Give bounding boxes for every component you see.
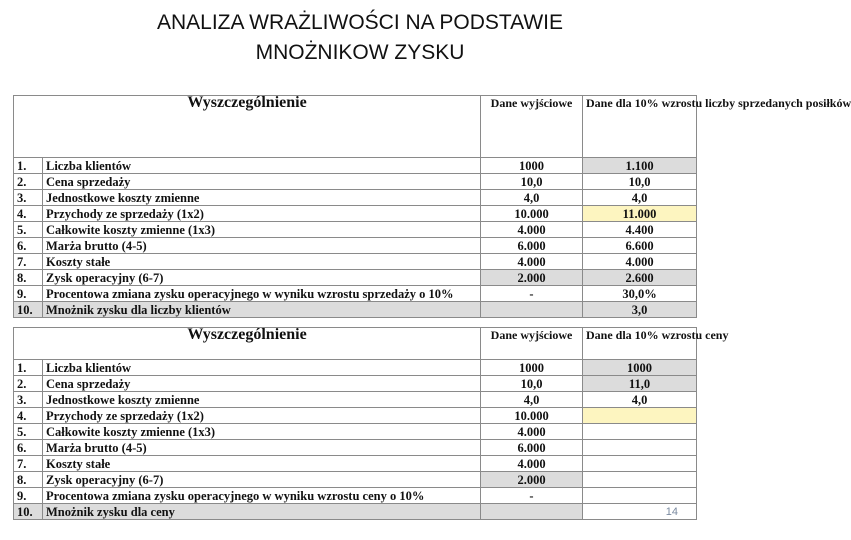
row-number: 8.: [14, 472, 43, 488]
row-number: 6.: [14, 238, 43, 254]
row-label: Liczba klientów: [43, 158, 481, 174]
scenario-value: 30,0%: [583, 286, 697, 302]
row-number: 2.: [14, 174, 43, 190]
scenario-value: 4.400: [583, 222, 697, 238]
table-row: [14, 392, 697, 408]
col-header-base: Dane wyjściowe: [481, 328, 583, 360]
scenario-value: [583, 424, 697, 440]
row-number: 4.: [14, 408, 43, 424]
table-row: [14, 174, 697, 190]
base-value: 10.000: [481, 206, 583, 222]
table-row: [14, 440, 697, 456]
base-value: 2.000: [481, 472, 583, 488]
row-label: Przychody ze sprzedaży (1x2): [43, 206, 481, 222]
table-row: [14, 376, 697, 392]
base-value: 1000: [481, 158, 583, 174]
table-row: [14, 360, 697, 376]
table-row: [14, 286, 697, 302]
row-number: 3.: [14, 190, 43, 206]
table-row: [14, 488, 697, 504]
base-value: 6.000: [481, 440, 583, 456]
row-number: 6.: [14, 440, 43, 456]
table-row: [14, 302, 697, 318]
row-label: Cena sprzedaży: [43, 376, 481, 392]
row-number: 7.: [14, 456, 43, 472]
row-label: Przychody ze sprzedaży (1x2): [43, 408, 481, 424]
scenario-value: [583, 488, 697, 504]
base-value: 4,0: [481, 392, 583, 408]
table-row: [14, 222, 697, 238]
table-row: [14, 472, 697, 488]
row-number: 10.: [14, 302, 43, 318]
row-label: Koszty stałe: [43, 254, 481, 270]
row-number: 5.: [14, 222, 43, 238]
row-label: Mnożnik zysku dla liczby klientów: [43, 302, 481, 318]
scenario-value: 11.000: [583, 206, 697, 222]
page-number: 14: [665, 506, 678, 518]
scenario-value: 4,0: [583, 190, 697, 206]
col-header-base: Dane wyjściowe: [481, 96, 583, 158]
table-row: [14, 190, 697, 206]
table-row: [14, 158, 697, 174]
row-number: 3.: [14, 392, 43, 408]
sensitivity-table-customers: [13, 94, 851, 318]
row-label: Zysk operacyjny (6-7): [43, 472, 481, 488]
scenario-value: 10,0: [583, 174, 697, 190]
base-value: -: [481, 286, 583, 302]
row-label: Cena sprzedaży: [43, 174, 481, 190]
row-number: 9.: [14, 488, 43, 504]
scenario-value: 4,0: [583, 392, 697, 408]
scenario-value: [583, 456, 697, 472]
base-value: -: [481, 488, 583, 504]
table-row: [14, 504, 697, 520]
title-line-2: MNOŻNIKOW ZYSKU: [255, 41, 465, 64]
table-row: [14, 270, 697, 286]
scenario-value: [583, 472, 697, 488]
scenario-value: 6.600: [583, 238, 697, 254]
row-number: 7.: [14, 254, 43, 270]
base-value: 4.000: [481, 222, 583, 238]
table-row: [14, 424, 697, 440]
scenario-value: 11,0: [583, 376, 697, 392]
row-label: Mnożnik zysku dla ceny: [43, 504, 481, 520]
row-label: Całkowite koszty zmienne (1x3): [43, 222, 481, 238]
base-value: 10,0: [481, 376, 583, 392]
sensitivity-table-price: [13, 326, 729, 520]
base-value: 4.000: [481, 424, 583, 440]
base-value: 6.000: [481, 238, 583, 254]
base-value: [481, 302, 583, 318]
row-number: 1.: [14, 360, 43, 376]
table-row: [14, 456, 697, 472]
row-label: Jednostkowe koszty zmienne: [43, 392, 481, 408]
row-label: Marża brutto (4-5): [43, 440, 481, 456]
title-line-1: ANALIZA WRAŻLIWOŚCI NA PODSTAWIE: [156, 11, 564, 34]
base-value: 10.000: [481, 408, 583, 424]
table-row: [14, 238, 697, 254]
col-header-scenario: Dane dla 10% wzrostu ceny: [583, 328, 697, 360]
row-label: Liczba klientów: [43, 360, 481, 376]
row-number: 9.: [14, 286, 43, 302]
col-header-description: Wyszczególnienie: [14, 328, 481, 360]
base-value: 4,0: [481, 190, 583, 206]
row-label: Procentowa zmiana zysku operacyjnego w wyniku wzrostu ceny o 10%: [43, 488, 481, 504]
base-value: 2.000: [481, 270, 583, 286]
base-value: 4.000: [481, 456, 583, 472]
row-number: 4.: [14, 206, 43, 222]
row-number: 5.: [14, 424, 43, 440]
row-label: Marża brutto (4-5): [43, 238, 481, 254]
table-row: [14, 254, 697, 270]
table-row: [14, 206, 697, 222]
scenario-value: 1.100: [583, 158, 697, 174]
row-label: Zysk operacyjny (6-7): [43, 270, 481, 286]
col-header-description: Wyszczególnienie: [14, 96, 481, 158]
row-label: Jednostkowe koszty zmienne: [43, 190, 481, 206]
base-value: 4.000: [481, 254, 583, 270]
base-value: [481, 504, 583, 520]
scenario-value: 2.600: [583, 270, 697, 286]
table-header-row: [14, 328, 697, 360]
base-value: 1000: [481, 360, 583, 376]
row-label: Procentowa zmiana zysku operacyjnego w wyniku wzrostu sprzedaży o 10%: [43, 286, 481, 302]
slide-title: [0, 8, 720, 68]
scenario-value: [583, 408, 697, 424]
scenario-value: [583, 504, 697, 520]
scenario-value: 4.000: [583, 254, 697, 270]
col-header-scenario: Dane dla 10% wzrostu liczby sprzedanych posiłków: [583, 96, 697, 158]
scenario-value: 1000: [583, 360, 697, 376]
row-number: 2.: [14, 376, 43, 392]
table-row: [14, 408, 697, 424]
scenario-value: 3,0: [583, 302, 697, 318]
base-value: 10,0: [481, 174, 583, 190]
row-label: Całkowite koszty zmienne (1x3): [43, 424, 481, 440]
row-label: Koszty stałe: [43, 456, 481, 472]
row-number: 8.: [14, 270, 43, 286]
scenario-value: [583, 440, 697, 456]
row-number: 1.: [14, 158, 43, 174]
table-header-row: [14, 96, 697, 158]
row-number: 10.: [14, 504, 43, 520]
